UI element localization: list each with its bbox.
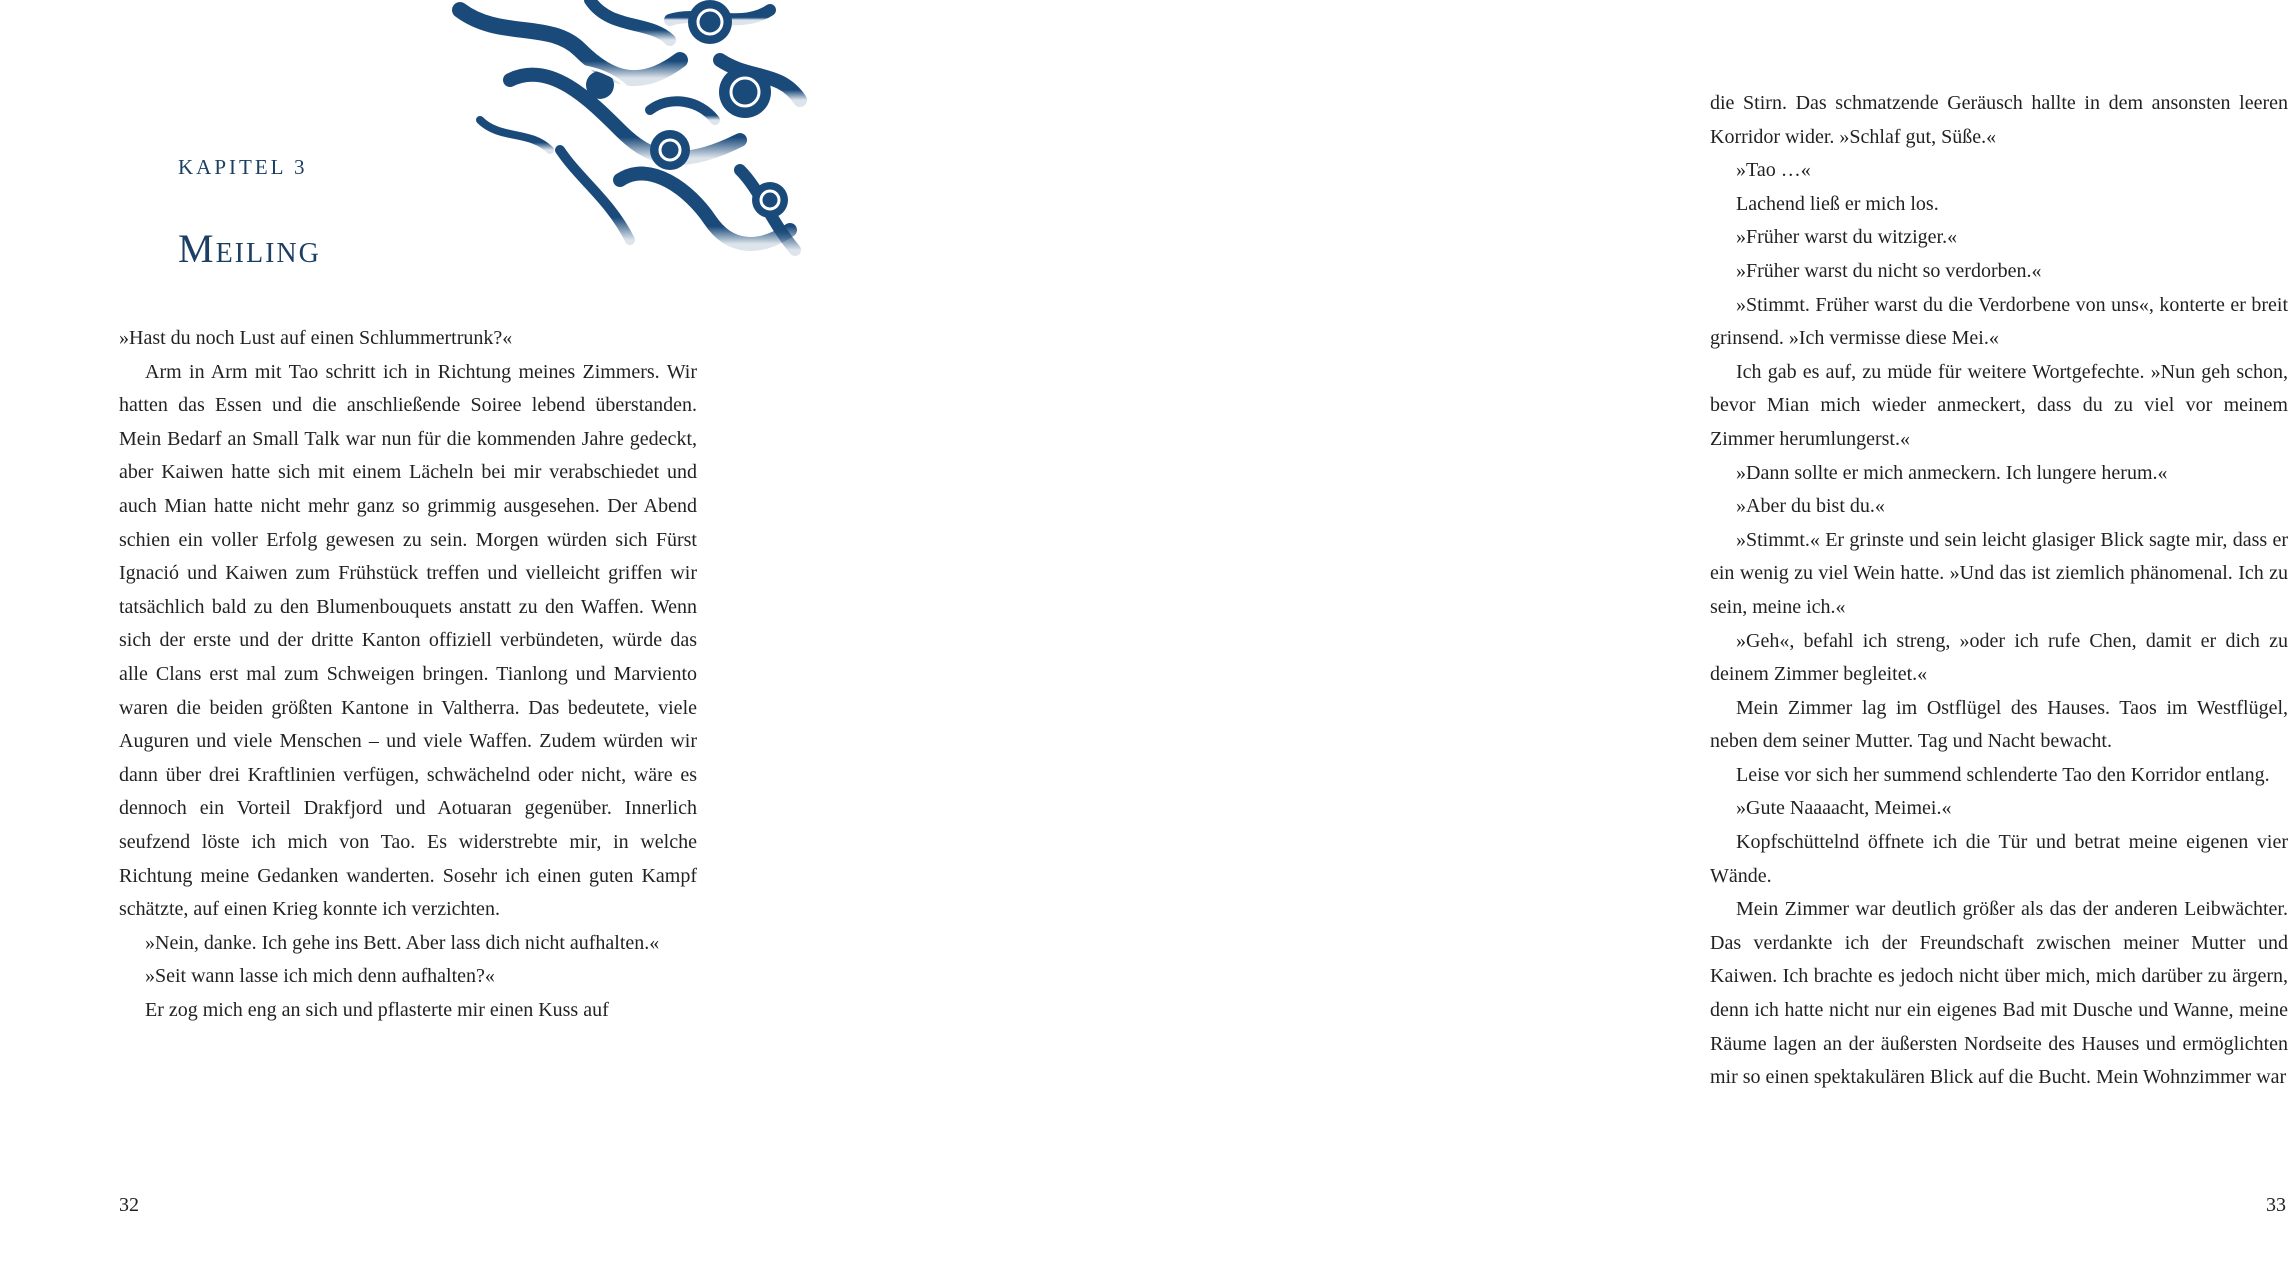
paragraph: »Früher warst du witziger.« [1736,226,1958,249]
right-page [800,0,2288,1274]
paragraph: Arm in Arm mit Tao schritt ich in Richtung meines Zimmers. Wir hatten das Essen und die anschließende Soiree lebend überstanden. Mein Bedarf an Small Talk war nun für die kommenden Jahre gedeckt, aber Kaiwen hatte sich mit einem Lächeln bei mir verabschiedet und auch Mian hatte nicht mehr ganz so grimmig ausgesehen. Der Abend schien ein voller Erfolg gewesen zu sein. Morgen würden sich Fürst Ignació und Kaiwen zum Frühstück treffen und vielleicht griffen wir tatsächlich bald zu den Blumenbouquets anstatt zu den Waffen. Wenn sich der erste und der dritte Kanton offiziell verbündeten, würde das alle Clans erst mal zum Schweigen bringen. Tianlong und Marviento waren die beiden größten Kantone in Valtherra. Das bedeutete, viele Auguren und viele Menschen – und viele Waffen. Zudem würden wir dann über drei Kraftlinien verfügen, schwächelnd oder nicht, wäre es dennoch ein Vorteil Drakfjord und Aotuaran gegenüber. Innerlich seufzend löste ich mich von Tao. Es widerstrebte mir, in welche Richtung meine Gedanken wanderten. Sosehr ich einen guten Kampf schätzte, auf einen Krieg konnte ich verzichten. [119,360,697,921]
paragraph: »Früher warst du nicht so verdorben.« [1736,259,2042,282]
right-body-text [1710,87,2288,1095]
paragraph: Kopfschüttelnd öffnete ich die Tür und betrat meine eigenen vier Wände. [1710,831,2288,887]
paragraph: Leise vor sich her summend schlenderte Tao den Korridor entlang. [1736,763,2270,786]
dragon-cloud-ornament-icon [440,0,805,275]
paragraph: »Tao …« [1736,159,1811,182]
paragraph: »Geh«, befahl ich streng, »oder ich rufe Chen, damit er dich zu deinem Zimmer begleitet.« [1710,629,2288,686]
paragraph: Lachend ließ er mich los. [1736,192,1939,215]
paragraph: Er zog mich eng an sich und pflasterte mir einen Kuss auf [145,998,609,1021]
paragraph: Mein Zimmer war deutlich größer als das der anderen Leibwächter. Das verdankte ich der Freundschaft zwischen meiner Mutter und Kaiwen. Ich brachte es jedoch nicht über mich, mich darüber zu ärgern, denn ich hatte nicht nur ein eigenes Bad mit Dusche und Wanne, meine Räume lagen an der äußersten Nordseite des Hauses und ermöglichten mir so einen spektakulären Blick auf die Bucht. Mein Wohnzimmer war [1710,898,2288,1089]
page-number: 32 [119,1194,139,1216]
chapter-label: KAPITEL 3 [178,155,308,179]
paragraph: »Hast du noch Lust auf einen Schlummertrunk?« [119,327,513,349]
paragraph: »Seit wann lasse ich mich denn aufhalten?« [145,965,495,988]
page-number: 33 [2266,1194,2286,1216]
paragraph: »Stimmt.« Er grinste und sein leicht glasiger Blick sagte mir, dass er ein wenig zu viel Wein hatte. »Und das ist ziemlich phänomenal. Ich zu sein, meine ich.« [1710,528,2288,618]
left-page [0,0,800,1274]
paragraph: »Aber du bist du.« [1736,495,1885,518]
chapter-title: Meiling [178,226,321,271]
paragraph: Mein Zimmer lag im Ostflügel des Hauses. Taos im Westflügel, neben dem seiner Mutter. Tag und Nacht bewacht. [1710,696,2288,753]
paragraph: »Gute Naaaacht, Meimei.« [1736,797,1952,820]
paragraph: »Stimmt. Früher warst du die Verdorbene von uns«, konterte er breit grinsend. »Ich vermisse diese Mei.« [1710,293,2288,350]
paragraph: »Nein, danke. Ich gehe ins Bett. Aber lass dich nicht aufhalten.« [145,931,660,954]
left-body-text [119,322,697,1027]
paragraph: Ich gab es auf, zu müde für weitere Wortgefechte. »Nun geh schon, bevor Mian mich wieder anmeckert, dass du zu viel vor meinem Zimmer herumlungerst.« [1710,360,2288,450]
paragraph: die Stirn. Das schmatzende Geräusch hallte in dem ansonsten leeren Korridor wider. »Schlaf gut, Süße.« [1710,92,2288,148]
paragraph: »Dann sollte er mich anmeckern. Ich lungere herum.« [1736,461,2168,484]
